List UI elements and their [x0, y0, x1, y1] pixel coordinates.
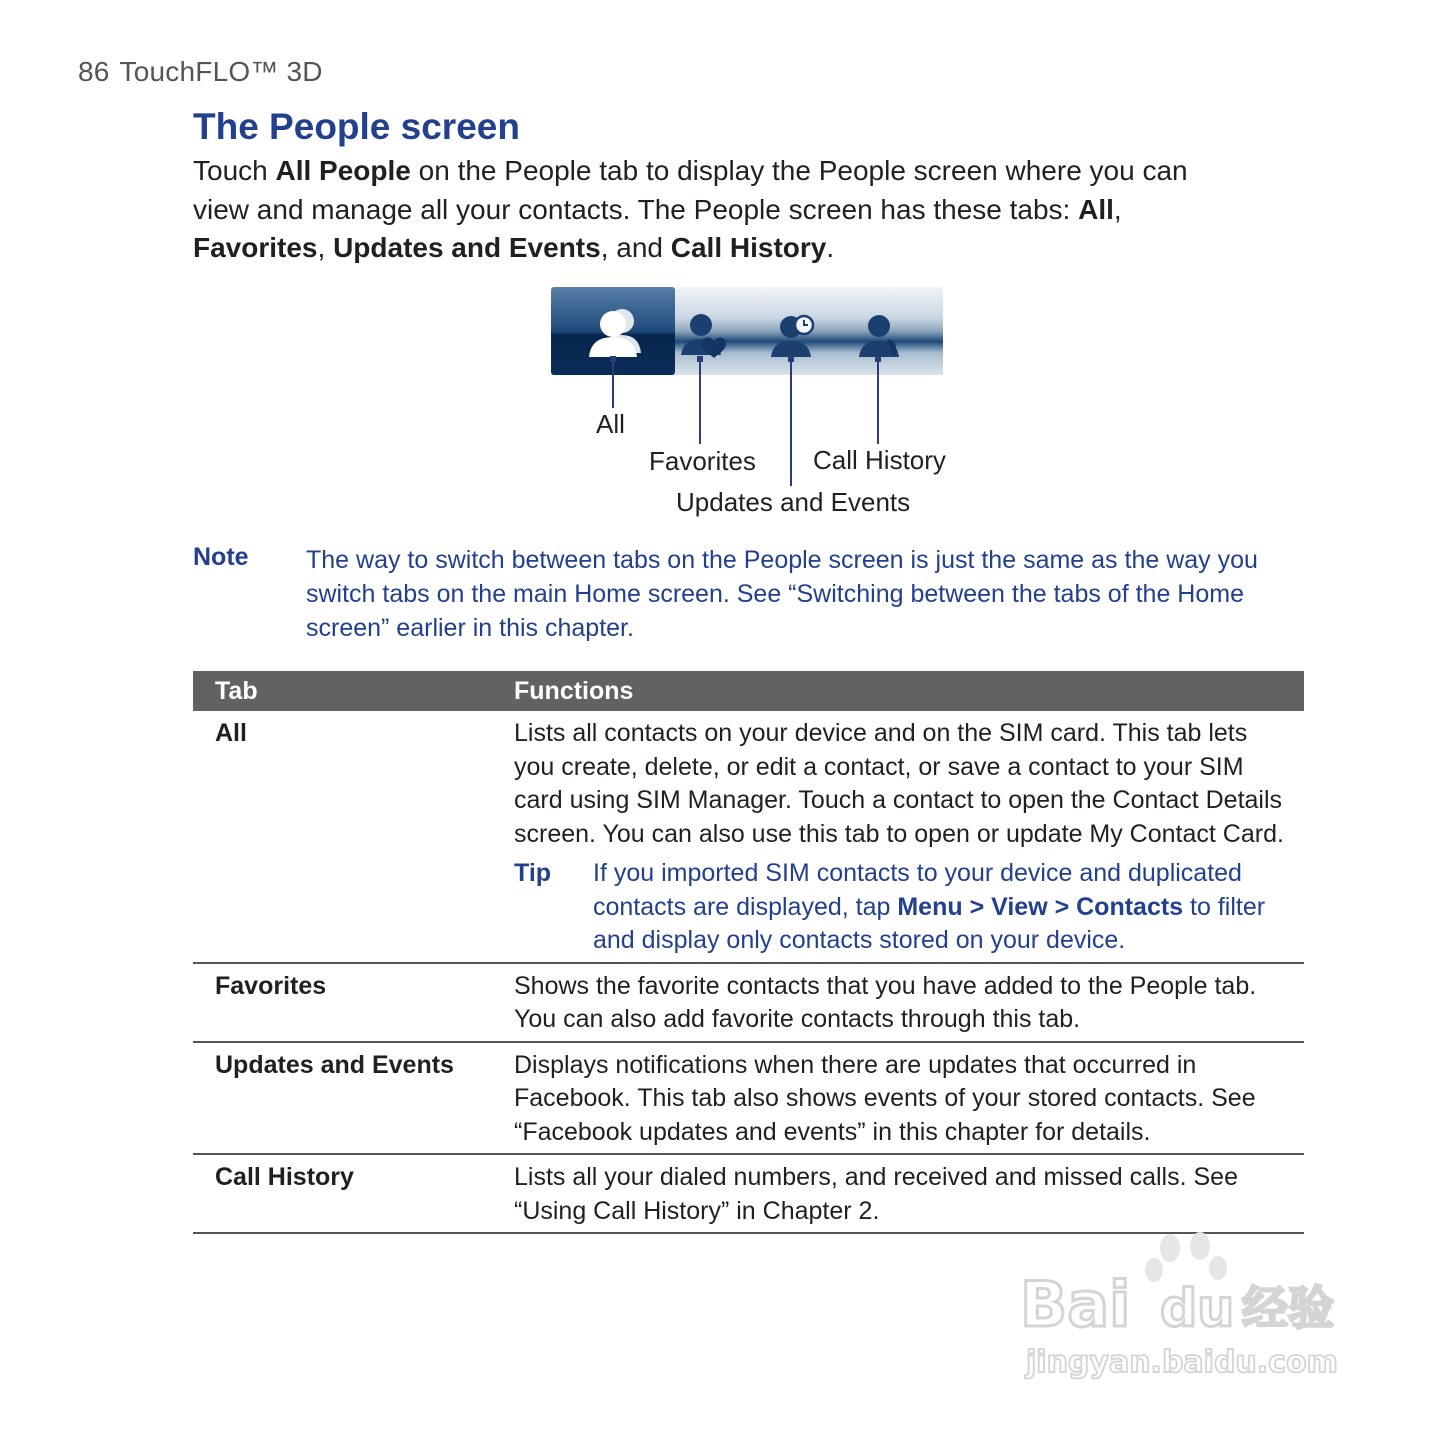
tabs-functions-table [193, 671, 1304, 1234]
intro-text: , and [600, 232, 671, 263]
paw-print-icon [1145, 1232, 1227, 1282]
watermark-brand: Bai [1020, 1268, 1131, 1341]
tip-text-part: to filter and display only contacts stored on your device. [593, 892, 1266, 954]
callout-label-updates: Updates and Events [676, 487, 911, 517]
intro-text: on the People tab to display the People screen where you can view and manage all your contacts. The People screen has these tabs: [193, 155, 1188, 225]
header-functions: Functions [514, 671, 1304, 711]
watermark-url: jingyan.baidu.com [1026, 1345, 1338, 1380]
row-description: Displays notifications when there are updates that occurred in Facebook. This tab also shows events of your stored contacts. See “Facebook updates and events” in this chapter for details. [514, 1042, 1304, 1155]
people-tab-bar [551, 287, 943, 375]
watermark-cn: 经验 [1242, 1281, 1334, 1335]
table-row [193, 963, 1304, 1042]
tip-block [514, 857, 1284, 958]
page-title: The People screen [193, 106, 520, 147]
row-description: Lists all your dialed numbers, and received and missed calls. See “Using Call History” in Chapter 2. [514, 1154, 1304, 1233]
callout-label-all: All [596, 409, 625, 439]
note-label: Note [193, 543, 249, 571]
note-text: The way to switch between tabs on the People screen is just the same as the way you switch tabs on the main Home screen. See “Switching between the tabs of the Home screen” earlier in this chapter. [306, 546, 1258, 642]
callout-label-call-history: Call History [813, 445, 946, 475]
page-number: 86 [78, 56, 110, 87]
row-description [514, 711, 1304, 963]
intro-bold-favorites: Favorites [193, 232, 318, 263]
header-tab: Tab [193, 671, 514, 711]
callout-label-favorites: Favorites [649, 446, 756, 476]
section-title: TouchFLO™ 3D [119, 56, 323, 87]
watermark-brand-du: du [1160, 1279, 1235, 1339]
table-row [193, 1154, 1304, 1233]
row-tab-name: All [193, 711, 514, 963]
tip-text-part: If you imported SIM contacts to your device and duplicated contacts are displayed, tap [593, 859, 1242, 921]
row-tab-name: Updates and Events [193, 1042, 514, 1155]
intro-bold-updates: Updates and Events [333, 232, 601, 263]
row-description-text: Lists all contacts on your device and on the SIM card. This tab lets you create, delete, or edit a contact, or save a contact to your SIM card using SIM Manager. Touch a contact to open the Contact Details screen. You can also use this tab to open or update My Contact Card. [514, 719, 1284, 848]
table-row [193, 1042, 1304, 1155]
intro-text: . [826, 232, 835, 263]
tip-menu-path: Menu > View > Contacts [897, 892, 1184, 921]
row-tab-name: Favorites [193, 963, 514, 1042]
running-head [78, 56, 323, 88]
tip-text [514, 857, 1284, 958]
intro-bold-all: All [1078, 193, 1114, 225]
intro-paragraph [193, 152, 1243, 268]
intro-text: Touch [193, 155, 276, 186]
table-header-row [193, 671, 1304, 711]
row-description: Shows the favorite contacts that you have added to the People tab. You can also add favorite contacts through this tab. [514, 963, 1304, 1042]
tip-label: Tip [514, 859, 552, 887]
intro-text: , [317, 232, 334, 263]
intro-bold-call-history: Call History [670, 232, 827, 263]
table-row [193, 711, 1304, 963]
intro-bold-all-people: All People [275, 155, 411, 186]
row-tab-name: Call History [193, 1154, 514, 1233]
baidu-watermark [1020, 1226, 1360, 1386]
intro-text: , [1113, 193, 1122, 225]
